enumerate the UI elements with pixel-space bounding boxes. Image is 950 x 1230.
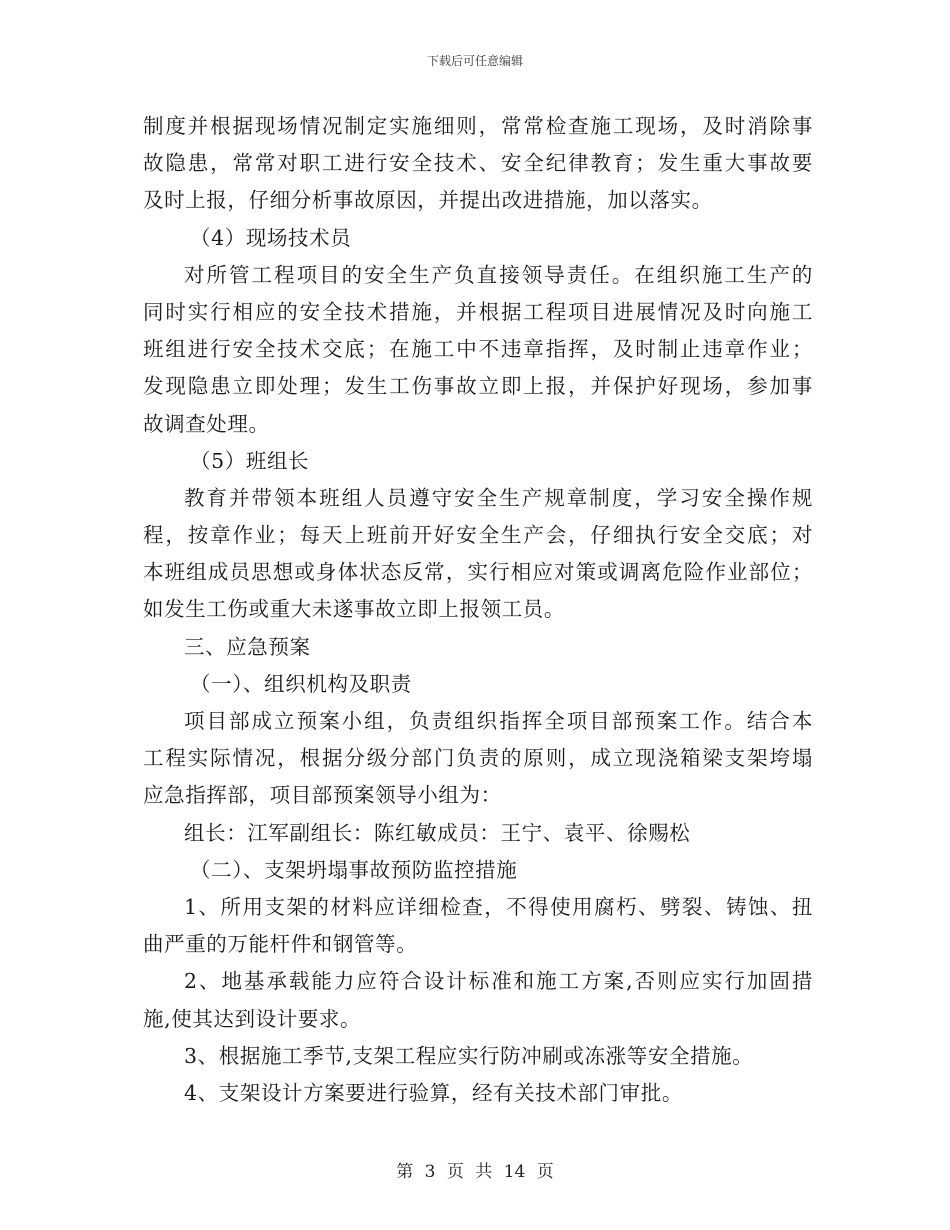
text-line: 2、地基承载能力应符合设计标准和施工方案,否则应实行加固措 [184,969,813,994]
text-line: 故隐患，常常对职工进行安全技术、安全纪律教育；发生重大事故要 [143,151,813,176]
text-line: 曲严重的万能杆件和钢管等。 [143,932,418,957]
text-line: （二）、支架坍塌事故预防监控措施 [190,857,518,882]
text-line: 班组进行安全技术交底；在施工中不违章指挥，及时制止违章作业； [143,337,813,362]
text-line: 程，按章作业；每天上班前开好安全生产会，仔细执行安全交底；对 [143,523,813,548]
text-line: 制度并根据现场情况制定实施细则，常常检查施工现场，及时消除事 [143,114,813,138]
text-line: 本班组成员思想或身体状态反常，实行相应对策或调离危险作业部位； [143,560,813,585]
text-line: 施,使其达到设计要求。 [143,1006,362,1031]
text-line: 如发生工伤或重大未遂事故立即上报领工员。 [143,597,565,622]
text-line: 对所管工程项目的安全生产负直接领导责任。在组织施工生产的 [184,262,813,287]
text-line: 4、支架设计方案要进行验算，经有关技术部门审批。 [184,1080,683,1105]
text-line: 项目部成立预案小组，负责组织指挥全项目部预案工作。结合本 [184,709,813,733]
document-body [143,108,813,1112]
text-line: 同时实行相应的安全技术措施，并根据工程项目进展情况及时向施工 [143,299,813,324]
text-line: 组长：江军副组长：陈红敏成员：王宁、袁平、徐赐松 [184,820,691,845]
text-line: （4）现场技术员 [190,225,352,250]
text-line: 工程实际情况，根据分级分部门负责的原则，成立现浇箱梁支架垮塌 [143,746,813,771]
text-line: 及时上报，仔细分析事故原因，并提出改进措施，加以落实。 [143,188,713,213]
text-line: 教育并带领本班组人员遵守安全生产规章制度，学习安全操作规 [184,485,813,510]
text-line: 三、应急预案 [184,634,311,659]
text-line: 应急指挥部，项目部预案领导小组为： [143,783,502,808]
text-line: 3、根据施工季节,支架工程应实行防冲刷或冻涨等安全措施。 [184,1043,754,1068]
text-line: 故调查处理。 [143,411,270,436]
page-header: 下载后可任意编辑 [426,54,523,68]
text-line: 1、所用支架的材料应详细检查，不得使用腐朽、劈裂、铸蚀、扭 [184,894,813,919]
page-footer: 第 3 页 共 14 页 [396,1162,554,1182]
text-line: （5）班组长 [190,448,310,473]
text-line: （一）、组织机构及职责 [190,671,412,696]
text-line: 发现隐患立即处理；发生工伤事故立即上报，并保护好现场，参加事 [143,374,813,399]
